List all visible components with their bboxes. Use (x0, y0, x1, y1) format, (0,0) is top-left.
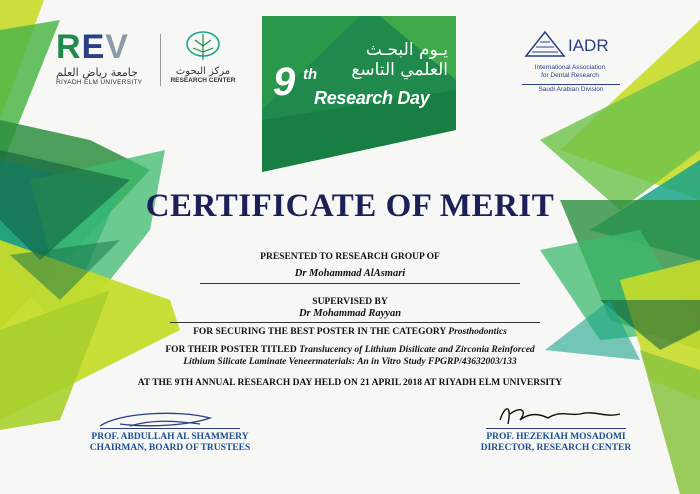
signatory-right-name: PROF. HEZEKIAH MOSADOMI (486, 432, 626, 442)
research-day-arabic-line1: يـوم البحـث (365, 40, 448, 60)
category-line (0, 327, 700, 337)
rev-english-name: RIYADH ELM UNIVERSITY (56, 79, 143, 86)
logo-divider (160, 34, 161, 86)
event-line: AT THE 9TH ANNUAL RESEARCH DAY HELD ON 21 APRIL 2018 AT RIYADH ELM UNIVERSITY (137, 378, 563, 388)
iadr-full-line2: for Dental Research (541, 72, 599, 79)
iadr-division: Saudi Arabian Division (522, 84, 620, 93)
iadr-full-name (520, 64, 620, 80)
supervised-label: SUPERVISED BY (312, 297, 388, 307)
rev-arabic-name: جامعة رياض العلم (56, 66, 138, 79)
poster-line-1 (0, 345, 700, 355)
recipient-name: Dr Mohammad AlAsmari (294, 268, 406, 279)
category-name: Prosthodontics (448, 327, 507, 337)
research-day-arabic (330, 40, 448, 80)
supervisor-underline (170, 322, 540, 323)
rev-letters (56, 30, 156, 64)
poster-title-line1: Translucency of Lithium Disilicate and Zirconia Reinforced (299, 345, 535, 355)
supervisor-name: Dr Mohammad Rayyan (298, 308, 402, 319)
research-day-english: Research Day (314, 88, 430, 108)
poster-prefix: FOR THEIR POSTER TITLED (165, 345, 297, 355)
signature-line-left (100, 428, 240, 429)
signature-line-right (486, 428, 626, 429)
certificate-title: CERTIFICATE OF MERIT (145, 188, 555, 224)
category-prefix: FOR SECURING THE BEST POSTER IN THE CATEGORY (193, 327, 446, 337)
iadr-full-line1: International Association (534, 64, 606, 71)
signatory-left (40, 432, 300, 454)
rev-letter-r: R (56, 28, 82, 66)
signatory-left-title: CHAIRMAN, BOARD OF TRUSTEES (89, 443, 251, 453)
brain-tree-icon (183, 30, 223, 62)
research-day-suffix: th (303, 66, 318, 83)
iadr-emblem-icon (524, 30, 566, 60)
signatory-right (426, 432, 686, 454)
research-day-arabic-line2: العلمي التاسع (351, 60, 448, 80)
riyadh-elm-university-logo (56, 30, 156, 86)
iadr-name: IADR (568, 36, 609, 55)
research-center-english: RESEARCH CENTER (170, 77, 236, 84)
research-day-number: 9 (273, 60, 296, 104)
signatory-right-title: DIRECTOR, RESEARCH CENTER (480, 443, 632, 453)
recipient-underline (200, 283, 520, 284)
rev-letter-e: E (81, 28, 106, 66)
research-center-arabic: مركز البحوث (175, 66, 231, 77)
poster-title-line2: Lithium Silicate Laminate Veneermaterials: An in Vitro Study FPGRP/43632003/133 (183, 357, 517, 367)
signatory-left-name: PROF. ABDULLAH AL SHAMMERY (91, 432, 249, 442)
research-center-logo (168, 30, 238, 84)
presented-to-label: PRESENTED TO RESEARCH GROUP OF (260, 252, 440, 262)
rev-letter-v: V (105, 28, 129, 66)
